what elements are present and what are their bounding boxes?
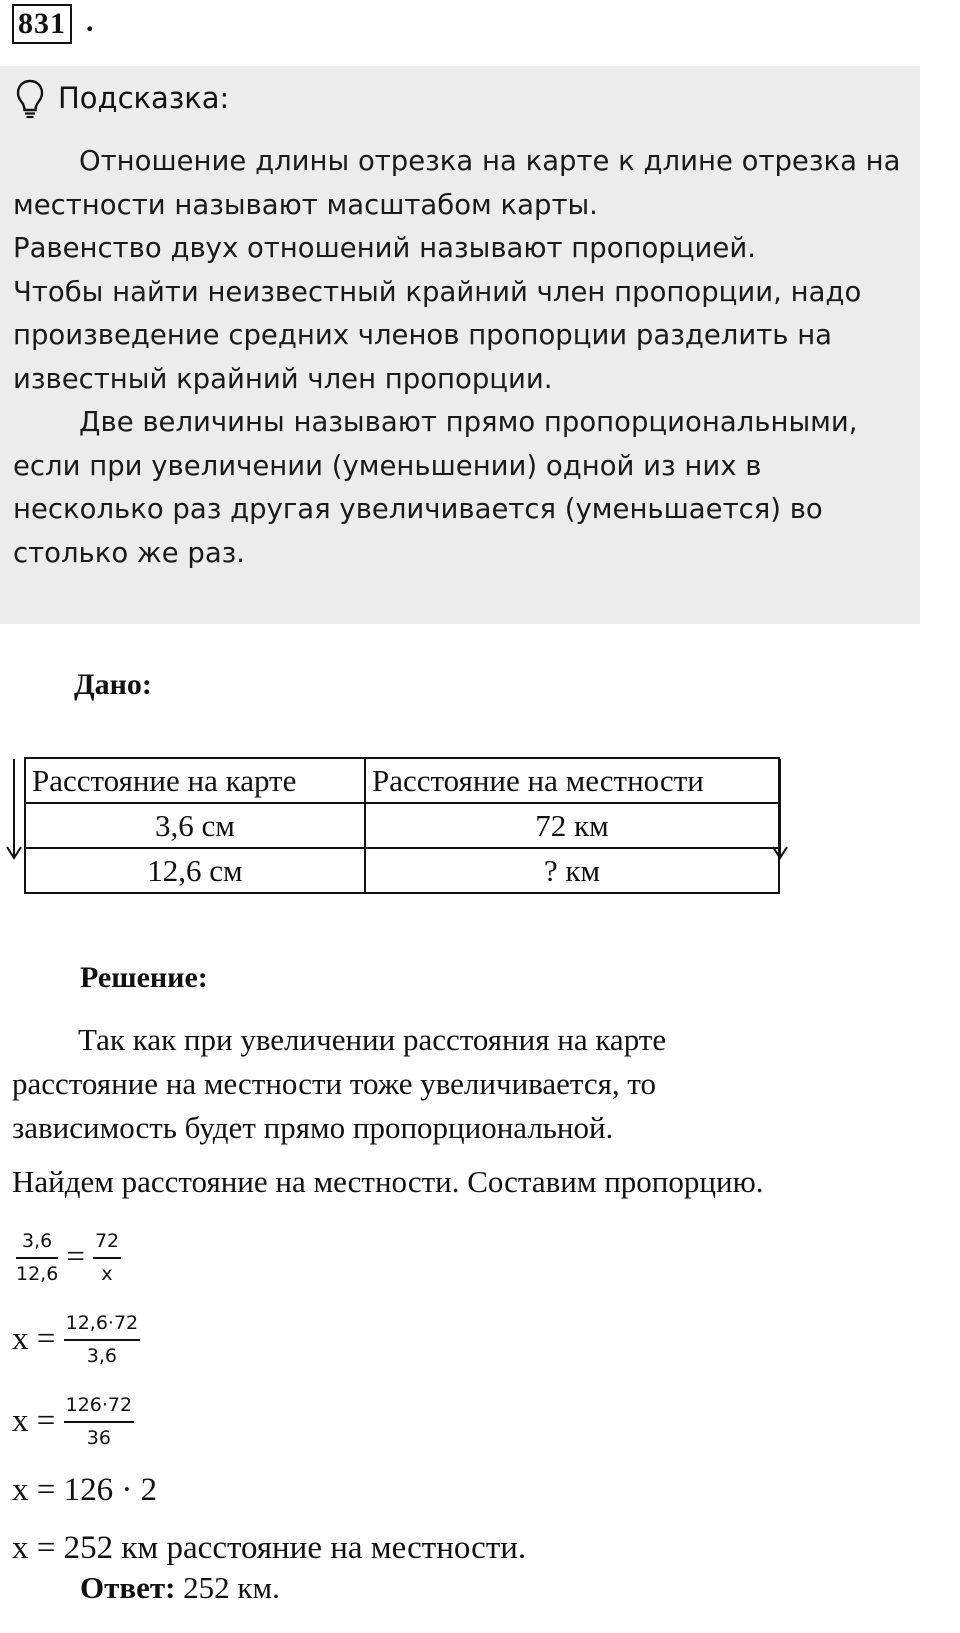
problem-number: 831 (12, 4, 72, 44)
equation-result: x = 252 км расстояние на местности. (12, 1530, 527, 1566)
numerator: 72 (93, 1228, 121, 1259)
table-cell: 12,6 см (25, 848, 365, 893)
numerator: 126·72 (64, 1392, 134, 1423)
hint-line: Две величины называют прямо пропорциональными, (79, 406, 858, 438)
hint-line: Отношение длины отрезка на карте к длине отрезка на (79, 145, 901, 177)
equals-sign: = (66, 1239, 85, 1275)
hint-line: Равенство двух отношений называют пропорцией. (13, 232, 756, 264)
equation-lhs: x = (12, 1321, 56, 1357)
table-cell: 3,6 см (25, 803, 365, 848)
denominator: 36 (86, 1427, 111, 1449)
table-cell: 72 км (365, 803, 779, 848)
equation-step-1 (12, 1310, 140, 1369)
right-down-arrow-icon (770, 757, 790, 861)
solution-text (12, 1018, 942, 1204)
equation-step-3: x = 126 · 2 (12, 1472, 158, 1508)
answer (80, 1570, 280, 1606)
denominator: 3,6 (86, 1345, 117, 1367)
hint-line: известный крайний член пропорции. (13, 362, 553, 395)
answer-label: Ответ: (80, 1570, 176, 1605)
table-header-cell: Расстояние на карте (25, 758, 365, 803)
denominator: x (101, 1263, 113, 1285)
table-cell: ? км (365, 848, 779, 893)
table-row (25, 848, 779, 893)
left-down-arrow-icon (4, 757, 24, 861)
table-row (25, 803, 779, 848)
denominator: 12,6 (16, 1263, 59, 1285)
solution-line: зависимость будет прямо пропорциональной. (12, 1110, 614, 1145)
numerator: 12,6·72 (64, 1310, 141, 1341)
hint-line: местности называют масштабом карты. (13, 188, 598, 221)
hint-line: если при увеличении (уменьшении) одной из них в (13, 449, 762, 482)
equation-lhs: x = (12, 1403, 56, 1439)
given-table (24, 757, 780, 894)
equation-proportion (16, 1228, 121, 1287)
table-header-cell: Расстояние на местности (365, 758, 779, 803)
hint-line: столько же раз. (13, 536, 246, 569)
equation-step-2 (12, 1392, 134, 1451)
given-label: Дано: (74, 668, 152, 701)
fraction (93, 1228, 121, 1287)
hint-title: Подсказка: (58, 81, 230, 115)
problem-number-dot: . (86, 5, 94, 38)
hint-line: Чтобы найти неизвестный крайний член пропорции, надо (13, 275, 862, 308)
hint-line: произведение средних членов пропорции разделить на (13, 319, 833, 351)
fraction (64, 1310, 141, 1369)
table-header-row (25, 758, 779, 803)
answer-value: 252 км. (175, 1570, 280, 1605)
solution-line: расстояние на местности тоже увеличивается, то (12, 1066, 657, 1101)
hint-line: несколько раз другая увеличивается (уменьшается) во (13, 493, 823, 525)
solution-line: Найдем расстояние на местности. Составим пропорцию. (12, 1164, 764, 1199)
solution-line: Так как при увеличении расстояния на карте (78, 1022, 667, 1057)
lightbulb-icon (14, 78, 46, 120)
fraction (64, 1392, 134, 1451)
solution-label: Решение: (80, 961, 208, 994)
numerator: 3,6 (16, 1228, 58, 1259)
hint-text (13, 140, 913, 575)
fraction (16, 1228, 58, 1287)
